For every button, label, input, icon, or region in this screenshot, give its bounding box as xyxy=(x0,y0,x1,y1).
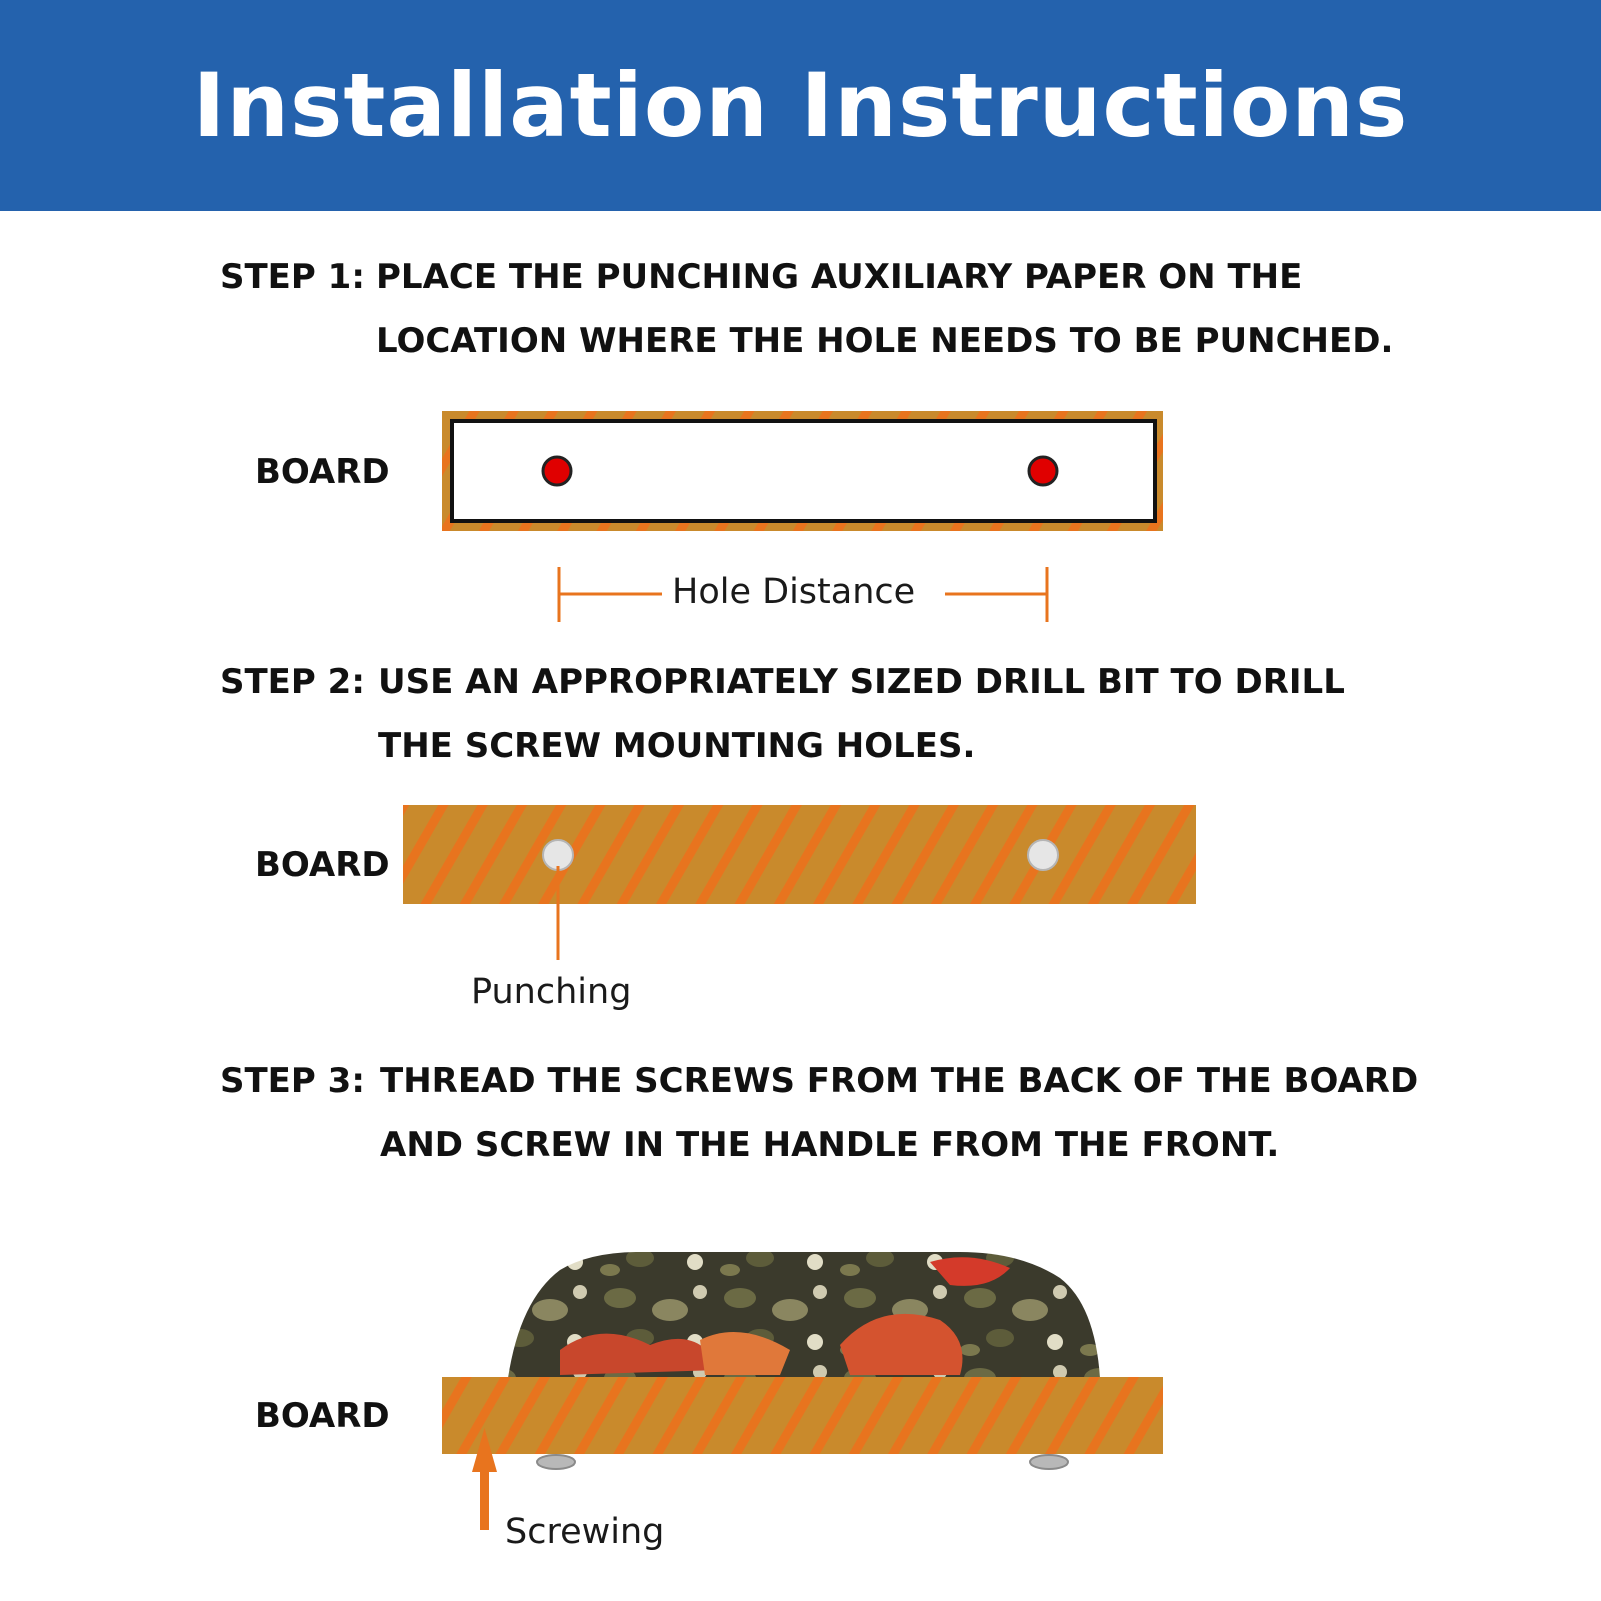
step-3-line-2: AND SCREW IN THE HANDLE FROM THE FRONT. xyxy=(380,1125,1280,1165)
board-label-2: BOARD xyxy=(255,845,390,885)
step-2-label: STEP 2: xyxy=(220,662,365,702)
drilled-hole-left xyxy=(543,840,573,870)
screw-head-left xyxy=(537,1455,575,1469)
step-1-line-1: PLACE THE PUNCHING AUXILIARY PAPER ON THE xyxy=(376,257,1303,297)
punching-caption: Punching xyxy=(471,972,632,1012)
step-1-label: STEP 1: xyxy=(220,257,365,297)
step-2-line-1: USE AN APPROPRIATELY SIZED DRILL BIT TO DRILL xyxy=(378,662,1345,702)
handle xyxy=(500,1245,1110,1385)
step-1-line-2: LOCATION WHERE THE HOLE NEEDS TO BE PUNCHED. xyxy=(376,321,1394,361)
board-3-wood xyxy=(442,1377,1163,1454)
hole-distance-dimension xyxy=(559,567,1047,622)
page-title: Installation Instructions xyxy=(192,54,1409,157)
hole-distance-caption: Hole Distance xyxy=(672,572,916,612)
step-2-line-2: THE SCREW MOUNTING HOLES. xyxy=(378,726,976,766)
hole-marker-right xyxy=(1029,457,1057,485)
board-2-wood xyxy=(403,805,1196,904)
board-label-1: BOARD xyxy=(255,452,390,492)
screwing-caption: Screwing xyxy=(505,1512,665,1552)
drilled-hole-right xyxy=(1028,840,1058,870)
step-3-assembly xyxy=(442,1245,1163,1530)
screw-head-right xyxy=(1030,1455,1068,1469)
step-2-board xyxy=(403,805,1196,960)
hole-marker-left xyxy=(543,457,571,485)
step-1-board xyxy=(442,411,1163,531)
board-label-3: BOARD xyxy=(255,1396,390,1436)
step-3-line-1: THREAD THE SCREWS FROM THE BACK OF THE BOARD xyxy=(380,1061,1419,1101)
step-3-label: STEP 3: xyxy=(220,1061,365,1101)
